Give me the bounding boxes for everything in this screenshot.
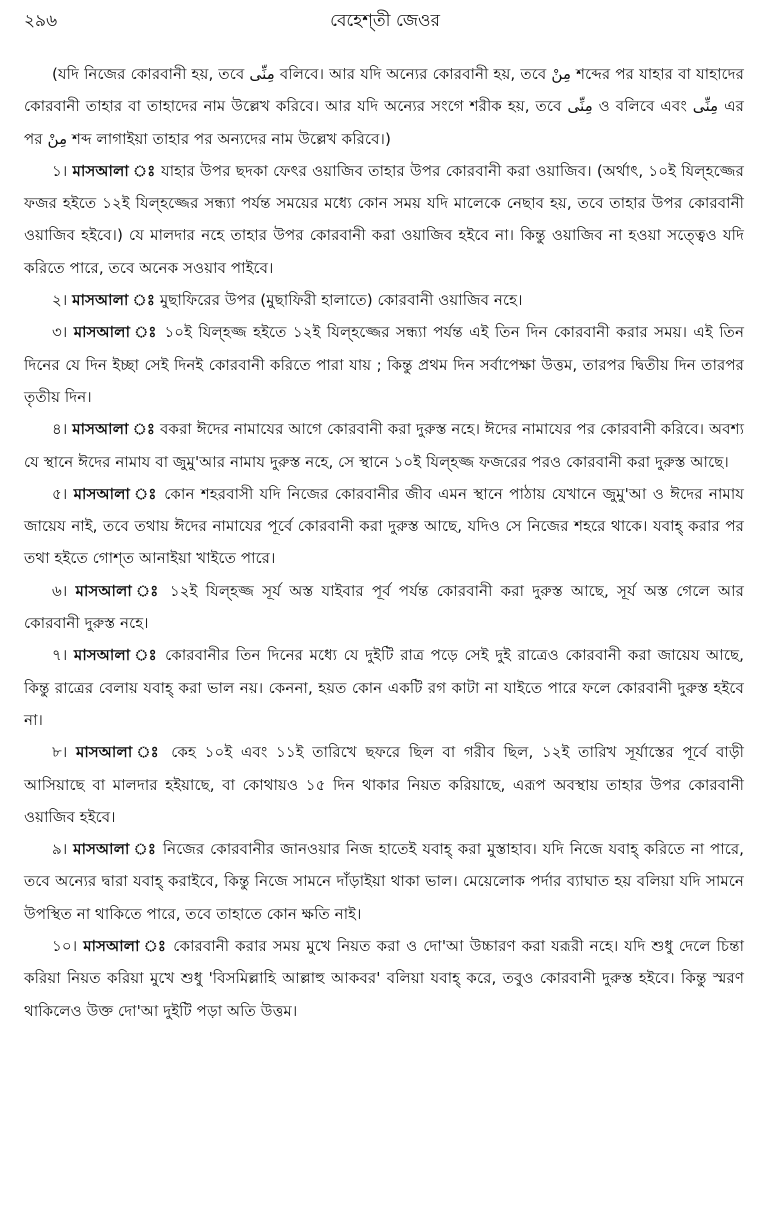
masala-text: নিজের কোরবানীর জানওয়ার নিজ হাতেই যবাহ্‌ করা মুস্তাহাব। যদি নিজে যবাহ্‌ করিতে না পারে, তবে অন্যের দ্বারা যবাহ্‌ করাইবে, কিন্তু নিজে সামনে দাঁড়াইয়া থাকা ভাল। মেয়েলোক পর্দার ব্যাঘাত হয় বলিয়া যদি সামনে উপস্থিত না থাকিতে পারে, তবে তাহাতে কোন ক্ষতি নাই। xyxy=(24,840,745,923)
masala-text: মুছাফিরের উপর (মুছাফিরী হালাতে) কোরবানী ওয়াজিব নহে। xyxy=(159,291,523,310)
masala-paragraph xyxy=(24,639,744,736)
masala-label: মাসআলা ঃ xyxy=(73,646,159,665)
masala-number: ৮। xyxy=(52,743,68,762)
masala-label: মাসআলা ঃ xyxy=(75,743,163,762)
masala-label: মাসআলা ঃ xyxy=(72,420,156,439)
masala-paragraph xyxy=(24,316,744,413)
masala-label: মাসআলা ঃ xyxy=(73,323,159,342)
masala-number: ১। xyxy=(52,161,68,180)
page-number: ২৯৬ xyxy=(24,11,58,31)
masala-label: মাসআলা ঃ xyxy=(73,840,157,859)
intro-paragraph: (যদি নিজের কোরবানী হয়, তবে مِنِّى বলিবে। আর যদি অন্যের কোরবানী হয়, তবে مِنْ শব্দের পর যাহার বা যাহাদের কোরবানী তাহার বা তাহাদের নাম উল্লেখ করিবে। আর যদি অন্যের সংগে শরীক হয়, তবে مِنِّى ও বলিবে এবং مِنِّى এর পর مِنْ শব্দ লাগাইয়া তাহার পর অন্যদের নাম উল্লেখ করিবে।) xyxy=(24,65,744,148)
masala-text: কোরবানীর তিন দিনের মধ্যে যে দুইটি রাত্র পড়ে সেই দুই রাত্রেও কোরবানী করা জায়েয আছে, কিন্তু রাত্রের বেলায় যবাহ্‌ করা ভাল নয়। কেননা, হয়ত কোন একটি রগ কাটা না যাইতে পারে ফলে কোরবানী দুরুস্ত হইবে না। xyxy=(24,646,744,729)
body-text xyxy=(24,58,744,1027)
masala-number: ৯। xyxy=(52,840,68,859)
masala-number: ৫। xyxy=(52,484,68,503)
masala-paragraph xyxy=(24,930,744,1027)
masala-text: কেহ ১০ই এবং ১১ই তারিখে ছফরে ছিল বা গরীব ছিল, ১২ই তারিখ সূর্যাস্তের পূর্বে বাড়ী আসিয়াছে বা মালদার হইয়াছে, বা কোথায়ও ১৫ দিন থাকার নিয়ত করিয়াছে, এরূপ অবস্থায় তাহার উপর কোরবানী ওয়াজিব হইবে। xyxy=(24,743,745,826)
masala-label: মাসআলা ঃ xyxy=(83,937,168,956)
page-header xyxy=(24,6,746,36)
masala-text: বকরা ঈদের নামাযের আগে কোরবানী করা দুরুস্ত নহে। ঈদের নামাযের পর কোরবানী করিবে। অবশ্য যে স্থানে ঈদের নামায বা জুমু'আর নামায দুরুস্ত নহে, সে স্থানে ১০ই যিল্‌হজ্জ ফজরের পরও কোরবানী করা দুরুস্ত আছে। xyxy=(24,420,744,471)
masala-number: ২। xyxy=(52,291,68,310)
masala-text: কোরবানী করার সময় মুখে নিয়ত করা ও দো'আ উচ্চারণ করা যরূরী নহে। যদি শুধু দেলে চিন্তা করিয়া নিয়ত করিয়া মুখে শুধু 'বিসমিল্লাহি আল্লাহু আকবর' বলিয়া যবাহ্‌ করে, তবুও কোরবানী দুরুস্ত হইবে। কিন্তু স্মরণ থাকিলেও উক্ত দো'আ দুইটি পড়া অতি উত্তম। xyxy=(24,937,744,1020)
masala-label: মাসআলা ঃ xyxy=(72,161,156,180)
masala-paragraph xyxy=(24,736,744,833)
masala-number: ১০। xyxy=(52,937,78,956)
masala-number: ৩। xyxy=(52,323,68,342)
masala-number: ৭। xyxy=(52,646,68,665)
masala-paragraph xyxy=(24,413,744,478)
masala-text: ১২ই যিল্‌হজ্জ সূর্য অস্ত যাইবার পূর্ব পর্যন্ত কোরবানী করা দুরুস্ত আছে, সূর্য অস্ত গেলে আর কোরবানী দুরুস্ত নহে। xyxy=(24,581,745,633)
masala-text: কোন শহরবাসী যদি নিজের কোরবানীর জীব এমন স্থানে পাঠায় যেখানে জুমু'আ ও ঈদের নামায জায়েয নাই, তবে তথায় ঈদের নামাযের পূর্বে কোরবানী করা দুরুস্ত আছে, যদিও সে নিজের শহরে থাকে। যবাহ্‌ করার পর তথা হইতে গোশ্‌ত আনাইয়া খাইতে পারে। xyxy=(24,484,744,568)
masala-label: মাসআলা ঃ xyxy=(73,484,158,503)
masala-paragraph xyxy=(24,155,744,284)
masala-label: মাসআলা ঃ xyxy=(72,291,155,310)
masala-paragraph xyxy=(24,284,744,316)
masala-paragraph xyxy=(24,833,744,930)
masala-paragraph xyxy=(24,478,744,575)
masala-text: ১০ই যিল্‌হজ্জ হইতে ১২ই যিল্‌হজ্জের সন্ধ্যা পর্যন্ত এই তিন দিন কোরবানী করার সময়। এই তিন দিনের যে দিন ইচ্ছা সেই দিনই কোরবানী করিতে পারা যায় ; কিন্তু প্রথম দিন সর্বাপেক্ষা উত্তম, তারপর দ্বিতীয় দিন তারপর তৃতীয় দিন। xyxy=(24,323,745,406)
masala-number: ৬। xyxy=(52,581,68,600)
running-title: বেহেশ্‌তী জেওর xyxy=(330,11,440,31)
masala-paragraph xyxy=(24,575,744,640)
masala-number: ৪। xyxy=(52,420,68,439)
masala-label: মাসআলা ঃ xyxy=(75,581,162,600)
masala-text: যাহার উপর ছদকা ফেৎর ওয়াজিব তাহার উপর কোরবানী করা ওয়াজিব। (অর্থাৎ, ১০ই যিল্‌হজ্জের ফজর হইতে ১২ই যিল্‌হজ্জের সন্ধ্যা পর্যন্ত সময়ের মধ্যে কোন সময় যদি মালেকে নেছাব হয়, তবে তাহার উপর কোরবানী ওয়াজিব হইবে।) যে মালদার নহে তাহার উপর কোরবানী করা ওয়াজিব হইবে না। কিন্তু ওয়াজিব না হওয়া সত্ত্বেও যদি করিতে পারে, তবে অনেক সওয়াব পাইবে। xyxy=(24,161,744,277)
